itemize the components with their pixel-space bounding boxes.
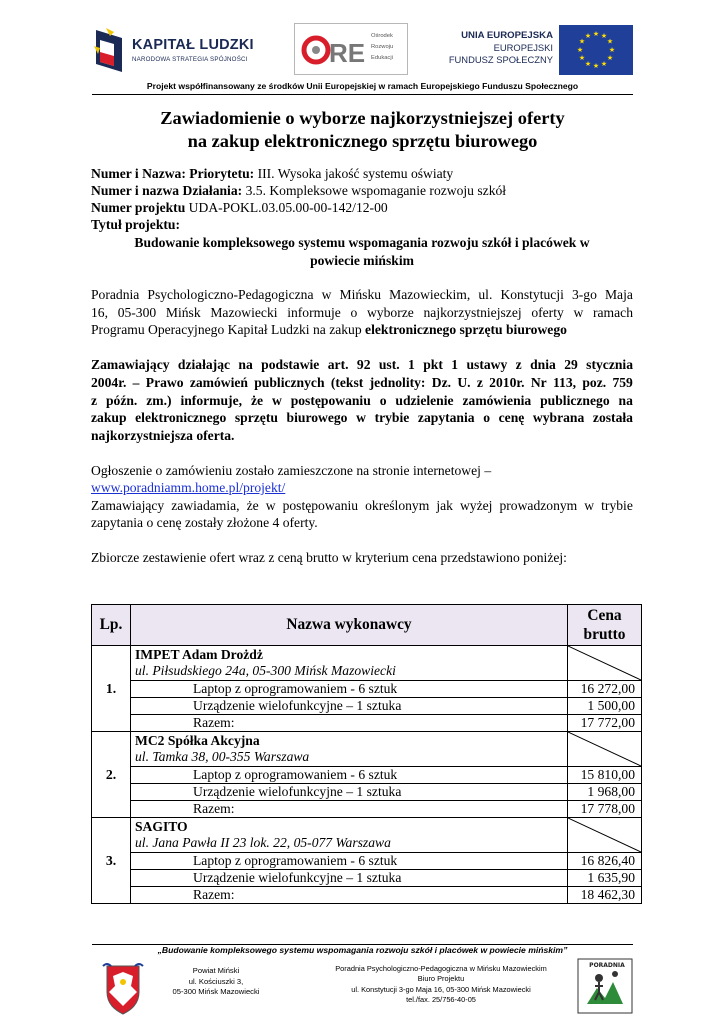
paragraph-2-line	[91, 392, 633, 410]
ore-line: Edukacji	[371, 55, 393, 61]
word: późn.	[105, 393, 138, 408]
poradnia-logo	[577, 958, 633, 1014]
offer-item-price: 16 826,40	[568, 853, 642, 870]
word: Psychologiczno-Pedagogiczna	[147, 287, 314, 302]
word: 2004r.	[91, 375, 127, 390]
word: informuje,	[180, 393, 243, 408]
word: elektronicznego	[135, 410, 227, 425]
footer-mid-line: Poradnia Psychologiczno-Pedagogiczna w Mińsku Mazowieckim	[335, 964, 547, 973]
eu-line-2: EUROPEJSKI	[493, 42, 553, 53]
page-title-line-1: Zawiadomienie o wyborze najkorzystniejszej oferty	[160, 108, 565, 128]
contractor-address: ul. Tamka 38, 00-355 Warszawa	[135, 749, 310, 764]
word: podstawie	[261, 357, 320, 372]
word: trybie	[374, 410, 410, 425]
word: wyborze	[366, 305, 414, 320]
svg-text:★: ★	[608, 46, 616, 54]
footer-left-line: Powiat Miński	[192, 966, 240, 975]
word: ramach	[593, 305, 633, 320]
svg-text:★: ★	[578, 37, 586, 46]
word: Mazowiecki	[210, 305, 278, 320]
word: 1	[408, 357, 415, 372]
word: o	[379, 393, 387, 408]
word: U.	[457, 375, 471, 390]
eu-line-3: FUNDUSZ SPOŁECZNY	[448, 54, 553, 65]
paragraph-1-last-line	[91, 321, 567, 338]
offer-item-price: 17 778,00	[568, 801, 642, 818]
word: o	[483, 410, 490, 425]
word: postępowaniu	[290, 393, 371, 408]
table-row	[92, 732, 642, 767]
svg-text:RE: RE	[329, 38, 365, 68]
word: dnia	[530, 357, 556, 372]
word: w	[356, 410, 366, 425]
offer-item-name: Razem:	[131, 715, 568, 732]
paragraph-4: Zbiorcze zestawienie ofert wraz z ceną brutto w kryterium cena przedstawiono poniżej:	[91, 550, 567, 565]
word: została	[592, 410, 633, 425]
ore-descriptor	[371, 31, 393, 64]
diagonal-line-icon	[568, 732, 641, 766]
priority-line	[91, 165, 453, 182]
word: działając	[177, 357, 231, 372]
word: Mińsk	[165, 305, 201, 320]
offer-number: 3.	[92, 818, 131, 904]
word: 16,	[91, 305, 108, 320]
contractor-address: ul. Piłsudskiego 24a, 05-300 Mińsk Mazowiecki	[135, 663, 396, 678]
page-title-line-2: na zakup elektronicznego sprzętu biurowego	[187, 131, 538, 151]
contractor-address: ul. Jana Pawła II 23 lok. 22, 05-077 Warszawa	[135, 835, 391, 850]
svg-text:★: ★	[584, 60, 592, 68]
offer-item-price: 18 462,30	[568, 887, 642, 904]
word: Mazowieckim,	[389, 287, 471, 302]
ore-line: Rozwoju	[371, 44, 394, 50]
header-price-line-1: Cena	[587, 607, 622, 624]
paragraph-2-line	[91, 409, 633, 427]
footer-mid-line: Biuro Projektu	[417, 974, 465, 984]
footer-project-title: „Budowanie kompleksowego systemu wspomagania rozwoju szkół i placówek w powiecie mińskim”	[157, 945, 568, 955]
offer-item-price: 17 772,00	[568, 715, 642, 732]
empty-price-cell	[568, 818, 642, 853]
word: zamówień	[189, 375, 248, 390]
word: ust.	[378, 357, 400, 372]
paragraph-2-line	[91, 356, 633, 374]
paragraph-3-line-4: zapytania o cenę zostały złożone 4 oferty.	[91, 515, 318, 530]
word: 92	[356, 357, 371, 372]
action-line	[91, 182, 506, 199]
word: Dz.	[431, 375, 452, 390]
word: 1	[451, 357, 459, 372]
kapital-ludzki-logo	[92, 24, 272, 78]
diagonal-line-icon	[568, 818, 641, 852]
footer-county-address	[160, 966, 272, 998]
table-row	[92, 646, 642, 681]
table-row	[92, 818, 642, 853]
word: w	[265, 498, 276, 513]
word: wyżej	[459, 498, 493, 513]
word: z	[91, 393, 98, 408]
project-title-line-2: powiecie mińskim	[310, 253, 414, 268]
word: 113,	[553, 375, 577, 390]
diagonal-line-icon	[568, 646, 641, 680]
word: 759	[612, 375, 633, 390]
offer-item-name: Laptop z oprogramowaniem - 6 sztuk	[131, 681, 568, 698]
action-label: Numer i nazwa Działania:	[91, 183, 243, 198]
word: publicznych	[254, 375, 325, 390]
word: jednolity:	[369, 375, 426, 390]
ore-logo	[294, 23, 408, 75]
paragraph-1-line	[91, 304, 633, 322]
priority-value: III. Wysoka jakość systemu oświaty	[254, 166, 454, 181]
word: najkorzystniejszej	[423, 305, 522, 320]
word: ustawy	[466, 357, 508, 372]
ore-line: Ośrodek	[371, 33, 393, 39]
project-number-value: UDA-POKL.03.05.00-00-142/12-00	[185, 200, 388, 215]
word: prowadzonym	[499, 498, 578, 513]
svg-text:★: ★	[578, 54, 586, 62]
offer-item-name: Razem:	[131, 887, 568, 904]
word: zakup	[91, 410, 127, 425]
project-title-label: Tytuł projektu:	[91, 217, 180, 232]
word: o	[350, 305, 358, 320]
offer-item-name: Laptop z oprogramowaniem - 6 sztuk	[131, 767, 568, 784]
offer-item-name: Urządzenie wielofunkcyjne – 1 sztuka	[131, 698, 568, 715]
empty-price-cell	[568, 732, 642, 767]
table-row	[92, 681, 642, 698]
empty-price-cell	[568, 646, 642, 681]
offer-contractor	[131, 646, 568, 681]
word: Nr	[530, 375, 547, 390]
cofinancing-note: Projekt współfinansowany ze środków Unii Europejskiej w ramach Europejskiego Funduszu Społecznego	[92, 81, 633, 95]
word: z	[515, 357, 522, 372]
kapital-ludzki-subtitle: NARODOWA STRATEGIA SPÓJNOŚCI	[132, 56, 248, 63]
word: wybrana	[532, 410, 585, 425]
svg-text:★: ★	[606, 37, 614, 46]
table-header-row	[92, 605, 642, 646]
paragraph-1-last-text: Programu Operacyjnego Kapitał Ludzki na zakup	[91, 322, 366, 337]
table-row	[92, 853, 642, 870]
footer-office-address	[310, 964, 572, 1005]
word: Konstytucji	[500, 287, 564, 302]
kapital-ludzki-flag-icon	[92, 26, 130, 74]
paragraph-1-line	[91, 286, 633, 304]
footer-left-line: 05-300 Mińsk Mazowiecki	[172, 987, 260, 996]
project-number-line	[91, 199, 388, 216]
word: w	[573, 305, 584, 320]
ore-mark-icon	[301, 32, 365, 68]
paragraph-1-last-bold: elektronicznego sprzętu biurowego	[365, 322, 567, 337]
word: na	[238, 357, 253, 372]
word: (tekst	[330, 375, 364, 390]
word: z	[476, 375, 483, 390]
word: że	[246, 498, 259, 513]
svg-text:★: ★	[606, 54, 614, 62]
paragraph-3-line-3	[91, 497, 633, 514]
word: na	[618, 393, 633, 408]
footer-mid-line: tel./fax. 25/756-40-05	[406, 994, 476, 1004]
footer-mid-line: ul. Konstytucji 3-go Maja 16, 05-300 Mińsk Mazowiecki	[351, 984, 531, 994]
contractor-name: SAGITO	[135, 819, 188, 834]
word: określonym	[365, 498, 430, 513]
word: pkt	[423, 357, 443, 372]
header-contractor-name: Nazwa wykonawcy	[131, 605, 568, 646]
offer-item-price: 1 500,00	[568, 698, 642, 715]
table-row	[92, 887, 642, 904]
offer-item-name: Urządzenie wielofunkcyjne – 1 sztuka	[131, 870, 568, 887]
word: Zamawiający	[91, 498, 165, 513]
header-gross-price	[568, 605, 642, 646]
footer-left-line: ul. Kościuszki 3,	[188, 976, 244, 986]
offer-number: 1.	[92, 646, 131, 732]
offer-item-price: 16 272,00	[568, 681, 642, 698]
offer-item-name: Laptop z oprogramowaniem - 6 sztuk	[131, 853, 568, 870]
word: informuje	[287, 305, 341, 320]
word: poz.	[582, 375, 607, 390]
svg-text:★: ★	[584, 32, 592, 40]
word: Prawo	[145, 375, 184, 390]
offers-table	[91, 604, 642, 904]
svg-text:★: ★	[600, 60, 608, 68]
word: że	[250, 393, 264, 408]
word: udzielenie	[395, 393, 454, 408]
paragraph-2-last-line: najkorzystniejsza oferta.	[91, 428, 235, 443]
word: zawiadamia,	[171, 498, 240, 513]
table-row	[92, 801, 642, 818]
word: Mińsku	[339, 287, 382, 302]
offer-item-price: 15 810,00	[568, 767, 642, 784]
action-value: 3.5. Kompleksowe wspomaganie rozwoju szkół	[242, 183, 507, 198]
svg-text:★: ★	[592, 62, 600, 70]
offer-item-name: Urządzenie wielofunkcyjne – 1 sztuka	[131, 784, 568, 801]
word: publicznego	[540, 393, 610, 408]
offer-item-price: 1 635,90	[568, 870, 642, 887]
word: 05-300	[117, 305, 157, 320]
word: 3-go	[571, 287, 597, 302]
word: trybie	[601, 498, 633, 513]
word: biurowego	[286, 410, 348, 425]
table-row	[92, 715, 642, 732]
word: jak	[436, 498, 453, 513]
project-number-label: Numer projektu	[91, 200, 186, 215]
word: oferty	[531, 305, 564, 320]
offer-item-name: Razem:	[131, 801, 568, 818]
header-lp: Lp.	[92, 605, 131, 646]
word: cenę	[498, 410, 525, 425]
contractor-name: MC2 Spółka Akcyjna	[135, 733, 260, 748]
word: w	[271, 393, 282, 408]
paragraph-2-line	[91, 374, 633, 392]
word: art.	[327, 357, 349, 372]
word: w	[584, 498, 595, 513]
eu-line-1: UNIA EUROPEJSKA	[461, 30, 553, 41]
word: Poradnia	[91, 287, 140, 302]
word: stycznia	[586, 357, 633, 372]
header-price-line-2: brutto	[583, 626, 626, 643]
contractor-name: IMPET Adam Drożdż	[135, 647, 263, 662]
word: Maja	[604, 287, 633, 302]
offer-number: 2.	[92, 732, 131, 818]
word: zamówienia	[462, 393, 532, 408]
word: zapytania	[417, 410, 475, 425]
project-website-link[interactable]: www.poradniamm.home.pl/projekt/	[91, 480, 286, 495]
word: 29	[564, 357, 578, 372]
table-row	[92, 698, 642, 715]
coat-of-arms-icon	[101, 962, 145, 1016]
table-row	[92, 784, 642, 801]
offer-item-price: 1 968,00	[568, 784, 642, 801]
svg-text:★: ★	[600, 32, 608, 40]
svg-text:★: ★	[576, 46, 584, 54]
word: ul.	[478, 287, 493, 302]
offer-contractor	[131, 732, 568, 767]
word: postępowaniu	[282, 498, 359, 513]
eu-text-block	[433, 30, 553, 74]
poradnia-logo-text: PORADNIA	[589, 962, 625, 969]
word: –	[132, 375, 140, 390]
word: sprzętu	[234, 410, 278, 425]
kapital-ludzki-name: KAPITAŁ LUDZKI	[132, 37, 254, 53]
svg-text:★: ★	[592, 30, 600, 38]
word: Zamawiający	[91, 357, 170, 372]
paragraph-3-line-1: Ogłoszenie o zamówieniu zostało zamieszczone na stronie internetowej –	[91, 463, 492, 478]
offer-contractor	[131, 818, 568, 853]
eu-flag-icon	[559, 25, 633, 75]
word: zm.)	[146, 393, 172, 408]
project-title-line-1: Budowanie kompleksowego systemu wspomagania rozwoju szkół i placówek w	[134, 235, 590, 250]
word: 2010r.	[489, 375, 525, 390]
priority-label: Numer i Nazwa: Priorytetu:	[91, 166, 255, 181]
word: w	[321, 287, 332, 302]
table-row	[92, 767, 642, 784]
offers-body	[92, 646, 642, 904]
table-row	[92, 870, 642, 887]
